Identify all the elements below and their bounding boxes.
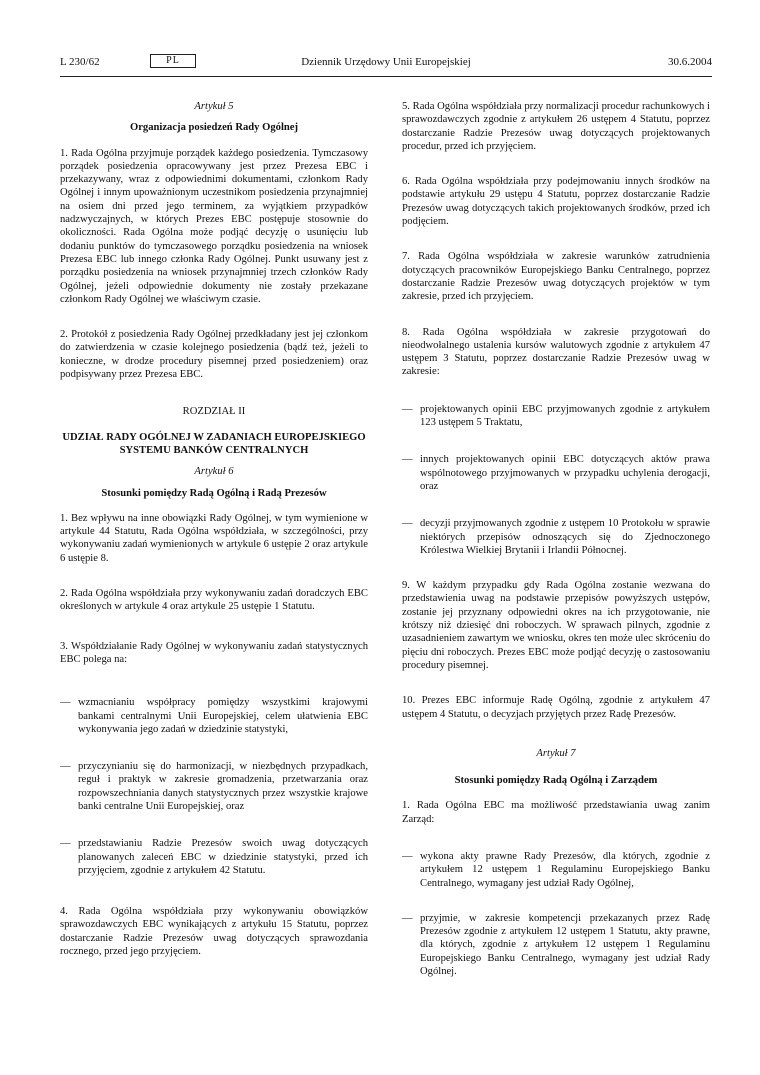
left-column bbox=[60, 100, 368, 958]
article-6-paragraph-3: 3. Współdziałanie Rady Ogólnej w wykonywaniu zadań statystycznych EBC polega na: bbox=[60, 640, 368, 665]
article-6-paragraph-9: 9. W każdym przypadku gdy Rada Ogólna zostanie wezwana do przedstawienia uwag na podstawie przepisów powyższych ustępów, zostanie jej przyznany odpowiedni okres na ich przygotowanie, nie krótszy niż dziesięć dni roboczych. W sprawach pilnych, zgodnie z uzasadnieniem zawartym we wniosku, okres ten może ulec skróceniu do pięciu dni roboczych. Prezes EBC może podjąć decyzję o zastosowaniu procedury pisemnej. bbox=[402, 580, 710, 671]
list-item bbox=[402, 517, 710, 557]
article-5-title: Organizacja posiedzeń Rady Ogólnej bbox=[129, 122, 299, 134]
article-6-paragraph-1: 1. Bez wpływu na inne obowiązki Rady Ogólnej, w tym wymienione w artykule 44 Statutu, Rada Ogólna współdziała, w szczególności, przy wykonywaniu zadań wymienionych w artykule 6 ustępie 2 oraz artykule 6 ustępie 8. bbox=[60, 512, 368, 564]
list-item-text: przedstawianiu Radzie Prezesów swoich uwag dotyczących planowanych zaleceń EBC w dziedzinie statystyki, przed ich przyjęciem, zgodnie z artykułem 42 Statutu. bbox=[78, 838, 368, 876]
article-5-paragraph-2: 2. Protokół z posiedzenia Rady Ogólnej przedkładany jest jej członkom do zatwierdzenia w czasie kolejnego posiedzenia (bądź też, jeżeli to konieczne, w drodze procedury pisemnej przed posiedzeniem) oraz podpisywany przez Prezesa EBC. bbox=[60, 329, 368, 381]
publication-date: 30.6.2004 bbox=[668, 56, 712, 68]
article-6-paragraph-8: 8. Rada Ogólna współdziała w zakresie przygotowań do nieodwołalnego ustalenia kursów walutowych zgodnie z artykułem 47 ustępem 3 Statutu, poprzez dostarczanie Radzie Prezesów uwag w zakresie: bbox=[402, 326, 710, 378]
list-item-text: przyczynianiu się do harmonizacji, w niezbędnych przypadkach, reguł i praktyk w zakresie gromadzenia, przetwarzania oraz rozpowszechniania danych statystycznych przez wszystkie krajowe banki centralne Unii Europejskiej, oraz bbox=[78, 761, 368, 812]
list-item-text: przyjmie, w zakresie kompetencji przekazanych przez Radę Prezesów zgodnie z artykułem 12 ustępem 1 Statutu, akty prawne, dla których, zgodnie z artykułem 12 ustępem 1 Regulaminu Europejskiego Banku Centralnego, wymagany jest udział Rady Ogólnej. bbox=[420, 912, 710, 978]
list-item-text: wzmacnianiu współpracy pomiędzy wszystkimi krajowymi bankami centralnymi Unii Europejskiej, celem ułatwienia EBC wykonywania jego zadań w dziedzinie statystyki, bbox=[78, 697, 368, 735]
list-item-text: decyzji przyjmowanych zgodnie z ustępem 10 Protokołu w sprawie niektórych przepisów odnoszących się do Zjednoczonego Królestwa Wielkiej Brytanii i Irlandii Północnej. bbox=[420, 518, 710, 556]
dash-marker: — bbox=[60, 697, 71, 709]
article-6-label: Artykuł 6 bbox=[194, 466, 234, 478]
list-item bbox=[402, 912, 710, 978]
article-6-paragraph-6: 6. Rada Ogólna współdziała przy podejmowaniu innych środków na podstawie artykułu 29 ustępu 4 Statutu, poprzez dostarczanie Radzie Prezesów uwag dotyczących takich projektowanych środków, przed ich podjęciem. bbox=[402, 176, 710, 228]
article-6-paragraph-10: 10. Prezes EBC informuje Radę Ogólną, zgodnie z artykułem 47 ustępem 4 Statutu, o decyzjach przyjętych przez Radę Prezesów. bbox=[402, 695, 710, 720]
dash-marker: — bbox=[402, 454, 413, 466]
right-column bbox=[402, 100, 710, 978]
list-item bbox=[402, 453, 710, 493]
article-6-paragraph-2: 2. Rada Ogólna współdziała przy wykonywaniu zadań doradczych EBC określonych w artykule 4 oraz artykule 25 ustępie 1 Statutu. bbox=[60, 588, 368, 613]
journal-title: Dziennik Urzędowy Unii Europejskiej bbox=[301, 56, 471, 68]
dash-marker: — bbox=[60, 838, 71, 850]
page-reference: L 230/62 bbox=[60, 56, 100, 68]
list-item-text: projektowanych opinii EBC przyjmowanych zgodnie z artykułem 123 ustępem 5 Traktatu, bbox=[420, 403, 710, 429]
dash-marker: — bbox=[60, 761, 71, 773]
language-badge: PL bbox=[150, 54, 196, 68]
list-item bbox=[402, 403, 710, 430]
article-6-paragraph-7: 7. Rada Ogólna współdziała w zakresie warunków zatrudnienia dotyczących pracowników Europejskiego Banku Centralnego, poprzez dostarczanie Radzie Prezesów uwag dotyczących projektów w tym zakresie, przed ich przyjęciem. bbox=[402, 251, 710, 303]
list-item bbox=[402, 850, 710, 890]
dash-marker: — bbox=[402, 403, 413, 415]
article-5-paragraph-1: 1. Rada Ogólna przyjmuje porządek każdego posiedzenia. Tymczasowy porządek posiedzenia opracowywany jest przez Prezesa EBC i przekazywany, wraz z odpowiednimi dokumentami, członkom Rady Ogólnej i innym upoważnionym uczestnikom posiedzenia przynajmniej na osiem dni przed jego terminem, za wyjątkiem przypadków nadzwyczajnych, w których Prezes EBC postępuje stosownie do okoliczności. Rada Ogólna może podjąć decyzję o usunięciu lub dodaniu punktów do tymczasowego porządku posiedzenia na wniosek Prezesa EBC lub innego członka Rady Ogólnej. Punkt usuwany jest z porządku posiedzenia na wniosek przynajmniej trzech członków Rady Ogólnej, jeżeli odpowiednie dokumenty nie zostały przekazane członkom Rady Ogólnej we właściwym czasie. bbox=[60, 147, 368, 305]
dash-marker: — bbox=[402, 518, 413, 530]
article-7-paragraph-1: 1. Rada Ogólna EBC ma możliwość przedstawiania uwag zanim Zarząd: bbox=[402, 800, 710, 825]
page-header bbox=[60, 56, 712, 70]
list-item bbox=[60, 837, 368, 877]
header-rule bbox=[60, 76, 712, 77]
chapter-label: ROZDZIAŁ II bbox=[182, 406, 246, 418]
article-6-paragraph-5: 5. Rada Ogólna współdziała przy normalizacji procedur rachunkowych i sprawozdawczych zgodnie z artykułem 26 ustępem 4 Statutu, poprzez dostarczanie Radzie Prezesów uwag dotyczących projektowanych procedur, przed ich przyjęciem. bbox=[402, 101, 710, 152]
dash-marker: — bbox=[402, 850, 413, 862]
list-item bbox=[60, 696, 368, 736]
article-6-title: Stosunki pomiędzy Radą Ogólną i Radą Prezesów bbox=[101, 487, 327, 499]
list-item-text: wykona akty prawne Rady Prezesów, dla których, zgodnie z artykułem 12 ustępem 1 Regulaminu Europejskiego Banku Centralnego, wymagany jest udział Rady Ogólnej, bbox=[420, 850, 710, 889]
list-item bbox=[60, 760, 368, 813]
dash-marker: — bbox=[402, 912, 413, 924]
chapter-title: UDZIAŁ RADY OGÓLNEJ W ZADANIACH EUROPEJSKIEGO SYSTEMU BANKÓW CENTRALNYCH bbox=[62, 431, 366, 456]
article-6-paragraph-4: 4. Rada Ogólna współdziała przy wykonywaniu obowiązków sprawozdawczych EBC wynikających z artykułu 15 Statutu, poprzez dostarczanie Radzie Prezesów uwag dotyczących sprawozdania rocznego, przed jego przyjęciem. bbox=[60, 906, 368, 958]
article-7-label: Artykuł 7 bbox=[536, 747, 576, 759]
article-7-title: Stosunki pomiędzy Radą Ogólną i Zarządem bbox=[454, 775, 658, 787]
list-item-text: innych projektowanych opinii EBC dotyczących aktów prawa wspólnotowego przyjmowanych w przypadku uchylenia derogacji, oraz bbox=[420, 454, 710, 492]
article-5-label: Artykuł 5 bbox=[194, 101, 234, 112]
